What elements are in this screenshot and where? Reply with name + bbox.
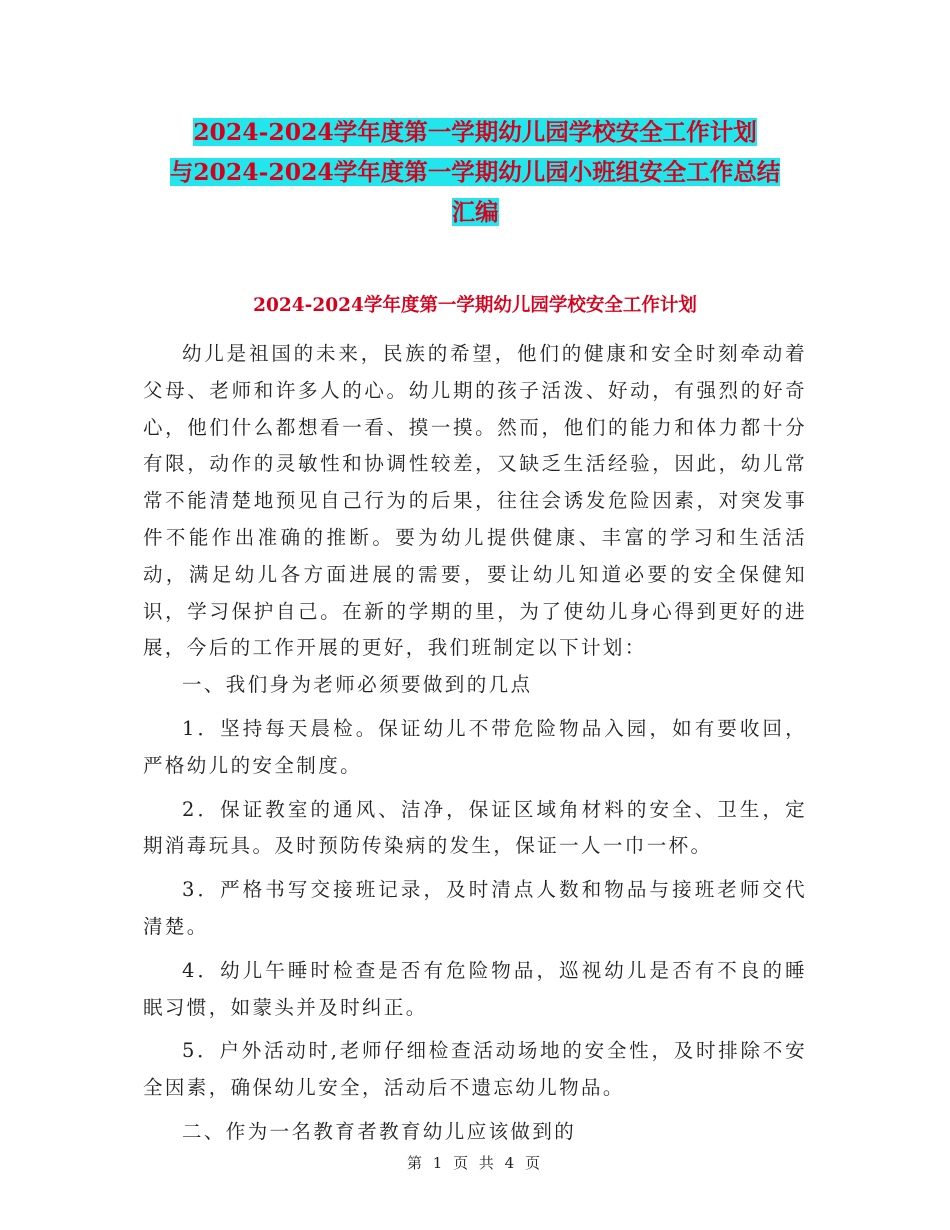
paragraph-item-4: 4．幼儿午睡时检查是否有危险物品，巡视幼儿是否有不良的睡眠习惯，如蒙头并及时纠正。: [143, 958, 807, 1019]
title-line-2: 与2024-2024学年度第一学期幼儿园小班组安全工作总结: [169, 158, 781, 186]
document-title: [120, 112, 830, 232]
section-title: 2024-2024学年度第一学期幼儿园学校安全工作计划: [253, 295, 697, 316]
paragraph-item-1: 1．坚持每天晨检。保证幼儿不带危险物品入园，如有要收回，严格幼儿的安全制度。: [143, 716, 807, 777]
page-footer: 第 1 页 共 4 页: [407, 1154, 543, 1172]
title-line-3: 汇编: [451, 198, 499, 226]
paragraph-item-2: 2．保证教室的通风、洁净，保证区域角材料的安全、卫生，定期消毒玩具。及时预防传染病的发生，保证一人一巾一杯。: [143, 797, 807, 858]
paragraph-heading-1: 一、我们身为老师必须要做到的几点: [182, 673, 533, 697]
document-body: [143, 336, 807, 1158]
paragraph-item-3: 3．严格书写交接班记录，及时清点人数和物品与接班老师交代清楚。: [143, 878, 807, 938]
paragraph-item-5: 5．户外活动时,老师仔细检查活动场地的安全性，及时排除不安全因素，确保幼儿安全，活动后不遗忘幼儿物品。: [143, 1039, 807, 1100]
title-line-1: 2024-2024学年度第一学期幼儿园学校安全工作计划: [193, 118, 757, 146]
paragraph-intro: 幼儿是祖国的未来，民族的希望，他们的健康和安全时刻牵动着父母、老师和许多人的心。幼儿期的孩子活泼、好动，有强烈的好奇心，他们什么都想看一看、摸一摸。然而，他们的能力和体力都十分有限，动作的灵敏性和协调性较差，又缺乏生活经验，因此，幼儿常常不能清楚地预见自己行为的后果，往往会诱发危险因素，对突发事件不能作出准确的推断。要为幼儿提供健康、丰富的学习和生活活动，满足幼儿各方面进展的需要，要让幼儿知道必要的安全保健知识，学习保护自己。在新的学期的里，为了使幼儿身心得到更好的进展，今后的工作开展的更好，我们班制定以下计划：: [143, 342, 807, 660]
paragraph-heading-2: 二、作为一名教育者教育幼儿应该做到的: [182, 1119, 577, 1143]
